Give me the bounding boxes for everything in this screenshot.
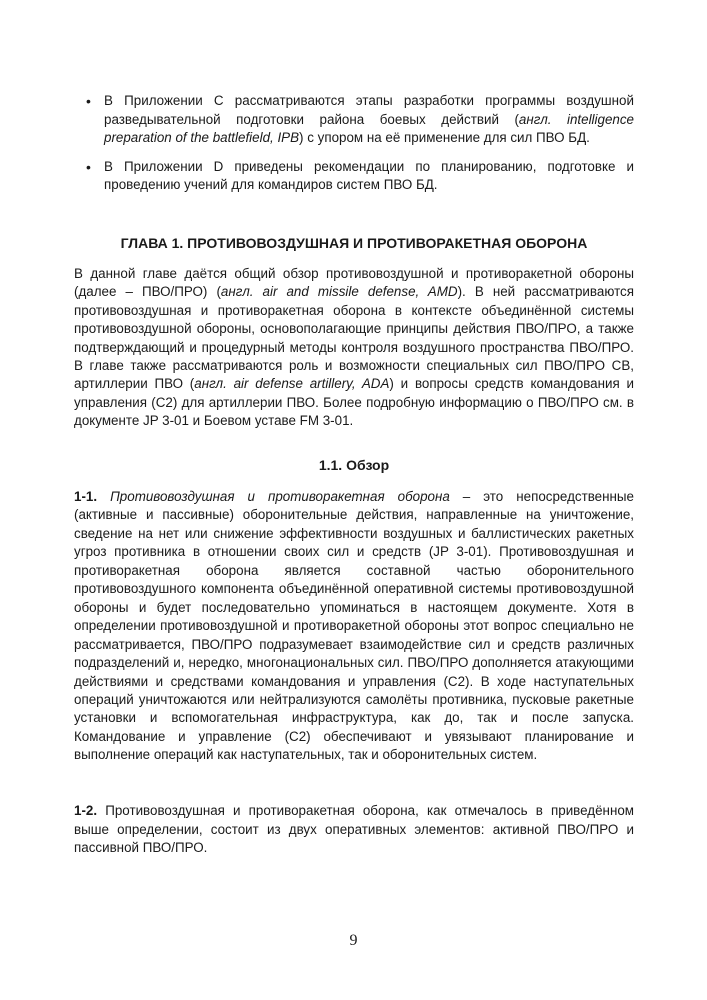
- intro-paragraph: [74, 265, 634, 431]
- bullet-text-2: ) с упором на её применение для сил ПВО БД.: [299, 130, 590, 146]
- bullet-icon: •: [86, 93, 91, 109]
- list-item: [74, 92, 634, 148]
- bullet-list-block: [74, 92, 634, 205]
- paragraph-term: Противовоздушная и противоракетная оборона: [110, 489, 450, 504]
- page-number: 9: [349, 932, 358, 949]
- section-title: 1.1. Обзор: [318, 457, 390, 473]
- intro-italic-2: англ. air defense artillery, ADA: [194, 376, 390, 392]
- bullet-icon: •: [86, 158, 91, 175]
- paragraph-1-2: [74, 802, 634, 858]
- bullet-text-1: В Приложении D приведены рекомендации по планированию, подготовке и проведению учений для командиров систем ПВО БД.: [104, 158, 634, 193]
- paragraph-1-1: [74, 488, 634, 765]
- chapter-title: ГЛАВА 1. ПРОТИВОВОЗДУШНАЯ И ПРОТИВОРАКЕТНАЯ ОБОРОНА: [120, 235, 588, 251]
- intro-text-2: ). В ней рассматриваются противовоздушная и противоракетная оборона в контексте объединённой системы противовоздушной обороны, основополагающие принципы действия ПВО/ПРО, а также подтверждающий и процедурный методы контроля воздушного пространства ПВО/ПРО. В главе также рассматриваются роль и возможности специальных сил ПВО/ПРО СВ, артиллерии ПВО (: [74, 284, 634, 392]
- intro-italic-1: англ. air and missile defense, AMD: [220, 284, 458, 300]
- bullet-italic: англ. intelligence preparation of the battlefield, IPB: [104, 111, 634, 146]
- paragraph-number: 1-1.: [74, 489, 98, 504]
- paragraph-text: – это непосредственные (активные и пассивные) оборонительные действия, направленные на уничтожение, сведение на нет или снижение эффективности воздушных и баллистических ракетных угроз противника в отношении своих сил и средств (JP 3-01). Противовоздушная и противоракетная оборона является составной частью оборонительного противовоздушного компонента объединённой оперативной системы противовоздушной обороны и будет последовательно упоминаться в настоящем документе. Хотя в определении противовоздушной и противоракетной обороны этот вопрос специально не рассматривается, ПВО/ПРО подразумевает взаимодействие сил и средств различных подразделений и, нередко, многонациональных сил. ПВО/ПРО дополняется атакующими действиями и средствами командования и управления (C2). В ходе наступательных операций уничтожаются или нейтрализуются самолёты противника, пусковые ракетные установки и вспомогательная инфраструктура, как до, так и после запуска. Командование и управление (C2) обеспечивают и увязывают планирование и выполнение операций как наступательных, так и оборонительных систем.: [74, 489, 634, 763]
- intro-text-1: В данной главе даётся общий обзор противовоздушной и противоракетной обороны (далее – ПВО/ПРО) (: [74, 266, 634, 300]
- intro-text-3: ) и вопросы средств командования и управления (C2) для артиллерии ПВО. Более подробную информацию о ПВО/ПРО см. в документе JP 3-01 и Боевом уставе FM 3-01.: [74, 376, 635, 429]
- bullet-list: [74, 92, 634, 195]
- paragraph-number: 1-2.: [74, 803, 98, 818]
- paragraph-text: Противовоздушная и противоракетная оборона, как отмечалось в приведённом выше определении, состоит из двух оперативных элементов: активной ПВО/ПРО и пассивной ПВО/ПРО.: [74, 803, 634, 856]
- bullet-text-1: В Приложении C рассматриваются этапы разработки программы воздушной разведывательной подготовки района боевых действий (: [104, 93, 634, 127]
- list-item: [74, 158, 634, 195]
